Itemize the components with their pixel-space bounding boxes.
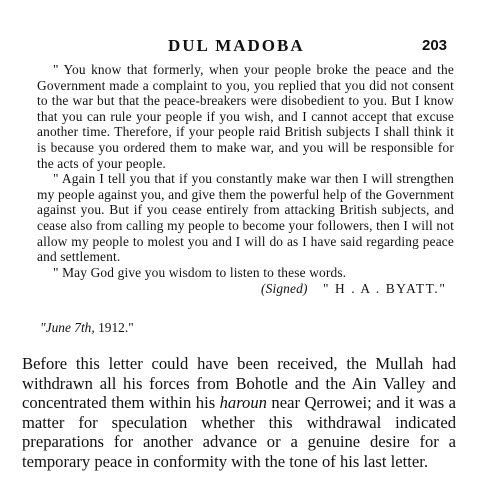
page-header: [0, 36, 484, 56]
signature-line: [37, 280, 454, 297]
quoted-letter: [37, 62, 454, 297]
signer-name: " H . A . BYATT.": [323, 281, 447, 297]
letter-date-day: "June 7th,: [40, 320, 95, 335]
letter-date: [40, 320, 134, 336]
page-number: 203: [422, 37, 448, 54]
narrative-text-after: near Qerrowei; and it was a matter for speculation whether this withdrawal indicated preparations for another advance or a genuine desire for a temporary peace in conformity with the tone of his last letter.: [22, 393, 456, 471]
letter-date-year: 1912.": [94, 320, 134, 335]
letter-paragraph-1: " You know that formerly, when your people broke the peace and the Government made a complaint to you, you replied that you did not consent to the war but that the peace-breakers were disobedient to you. But I know that you can rule your people if you wish, and I cannot accept that excuse another time. Therefore, if your people raid British subjects I shall think it is because you ordered them to make war, and you will be responsible for the acts of your people.: [37, 62, 454, 171]
running-title: DUL MADOBA: [168, 36, 305, 55]
narrative-text-before: Before this letter could have been received, the Mullah had withdrawn all his forces from Bohotle and the Ain Valley and concentrated them within his: [22, 354, 456, 413]
narrative-paragraph: [22, 354, 456, 472]
letter-paragraph-2: " Again I tell you that if you constantly make war then I will strengthen my people against you, and give them the powerful help of the Government against you. But if you cease entirely from attacking British subjects, and cease also from calling my people to become your followers, then I will not allow my people to molest you and I will do as I have said regarding peace and settlement.: [37, 171, 454, 265]
narrative-text: [22, 354, 456, 472]
letter-paragraph-3: " May God give you wisdom to listen to these words.: [53, 264, 347, 280]
signed-label: (Signed): [261, 281, 308, 297]
haroun-term: haroun: [219, 393, 267, 413]
